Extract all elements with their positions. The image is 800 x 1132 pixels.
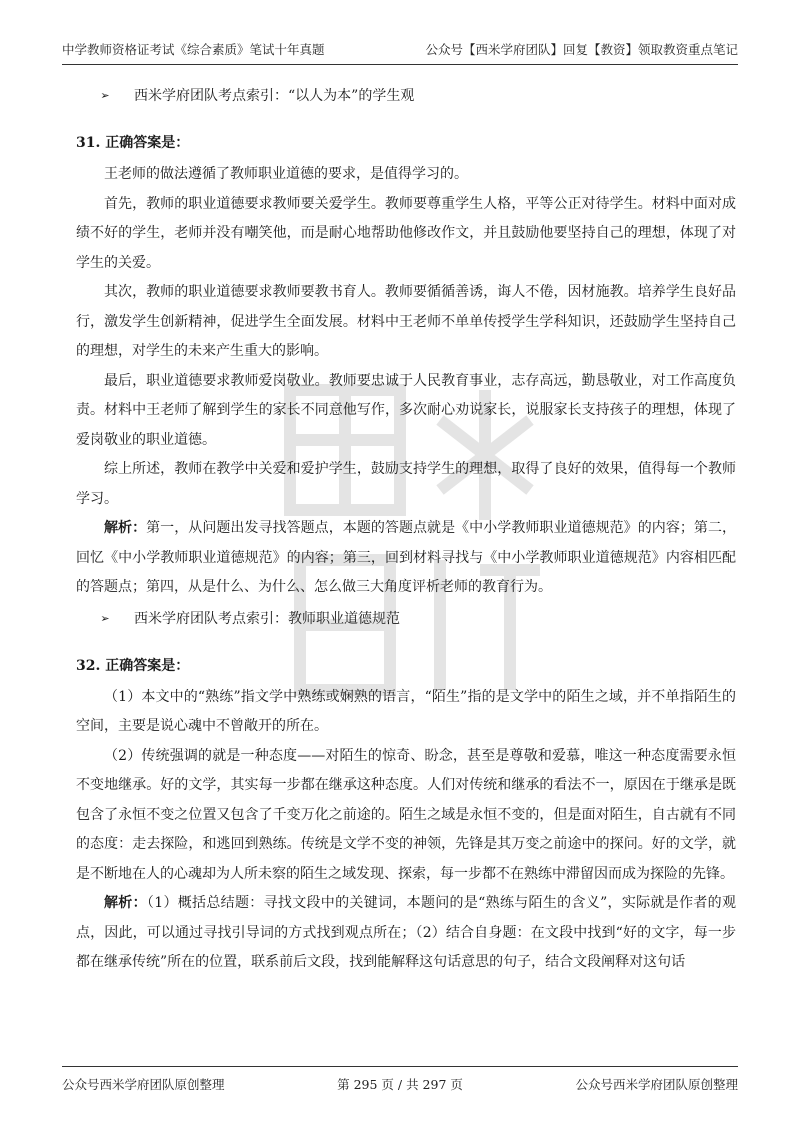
arrow-bullet-icon: ➢ [100,611,110,625]
page-header [62,40,738,65]
header-right: 公众号【西米学府团队】回复【教资】领取教资重点笔记 [425,42,738,57]
analysis-label: 解析： [104,895,147,911]
document-body [76,80,736,978]
analysis-text: 第一，从问题出发寻找答题点，本题的答题点就是《中小学教师职业道德规范》的内容；第二，回忆《中小学教师职业道德规范》的内容；第三，回到材料寻找与《中小学教师职业道德规范》内容相匹配的答题点；第四，从是什么、为什么、怎么做三大角度评析老师的教育行为。 [76,520,737,595]
bullet-point [76,82,736,110]
analysis-label: 解析： [104,520,147,536]
question-31-title: 31. 正确答案是： [76,135,190,151]
paragraph: 最后，职业道德要求教师爱岗敬业。教师要忠诚于人民教育事业，志存高远，勤恳敬业，对工作高度负责。材料中王老师了解到学生的家长不同意他写作，多次耐心劝说家长，说服家长支持孩子的理想，体现了爱岗敬业的职业道德。 [76,372,736,448]
paragraph: 综上所述，教师在教学中关爱和爱护学生，鼓励支持学生的理想，取得了良好的效果，值得每一个教师学习。 [76,461,736,507]
bullet-point [76,605,736,633]
paragraph: 王老师的做法遵循了教师职业道德的要求，是值得学习的。 [104,166,468,182]
paragraph: 首先，教师的职业道德要求教师要关爱学生。教师要尊重学生人格，平等公正对待学生。材料中面对成绩不好的学生，老师并没有嘲笑他，而是耐心地帮助他修改作文，并且鼓励他要坚持自己的理想，体现了对学生的关爱。 [76,195,736,271]
bullet-text: 西米学府团队考点索引：教师职业道德规范 [134,610,400,627]
header-left: 中学教师资格证考试《综合素质》笔试十年真题 [62,42,325,57]
paragraph: 其次，教师的职业道德要求教师要教书育人。教师要循循善诱，诲人不倦，因材施教。培养学生良好品行，激发学生创新精神，促进学生全面发展。材料中王老师不单单传授学生学科知识，还鼓励学生坚持自己的理想，对学生的未来产生重大的影响。 [76,284,736,359]
bullet-text: 西米学府团队考点索引：“以人为本”的学生观 [134,88,415,104]
paragraph: （1）本文中的“熟练”指文学中熟练或娴熟的语言，“陌生”指的是文学中的陌生之域，并不单指陌生的空间，主要是说心魂中不曾敞开的所在。 [76,688,736,734]
arrow-bullet-icon: ➢ [100,89,110,102]
paragraph: （2）传统强调的就是一种态度——对陌生的惊奇、盼念，甚至是尊敬和爱慕，唯这一种态度需要永恒不变地继承。好的文学，其实每一步都在继承这种态度。人们对传统和继承的看法不一，原因在于继承是既包含了永恒不变之位置又包含了千变万化之前途的。陌生之域是永恒不变的，但是面对陌生，自古就有不同的态度：走去探险，和逃回到熟练。传统是文学不变的神领，先锋是其万变之前途中的探问。好的文学，就是不断地在人的心魂却为人所未察的陌生之域发现、探索，每一步都不在熟练中滞留因而成为探险的先锋。 [76,747,736,882]
footer-left: 公众号西米学府团队原创整理 [62,1077,225,1092]
page-number: 第 295 页 / 共 297 页 [337,1077,463,1092]
footer-right: 公众号西米学府团队原创整理 [575,1077,738,1092]
analysis-paragraph [76,889,736,978]
analysis-paragraph [76,514,736,603]
analysis-text: （1）概括总结题：寻找文段中的关键词，本题问的是“熟练与陌生的含义”，实际就是作者的观点，因此，可以通过寻找引导词的方式找到观点所在；（2）结合自身题：在文段中找到“好的文字，每一步都在继承传统”所在的位置，联系前后文段，找到能解释这句话意思的句子，结合文段阐释对这句话 [76,895,736,970]
page-footer [62,1066,738,1093]
question-32-title: 32. 正确答案是： [76,657,190,674]
